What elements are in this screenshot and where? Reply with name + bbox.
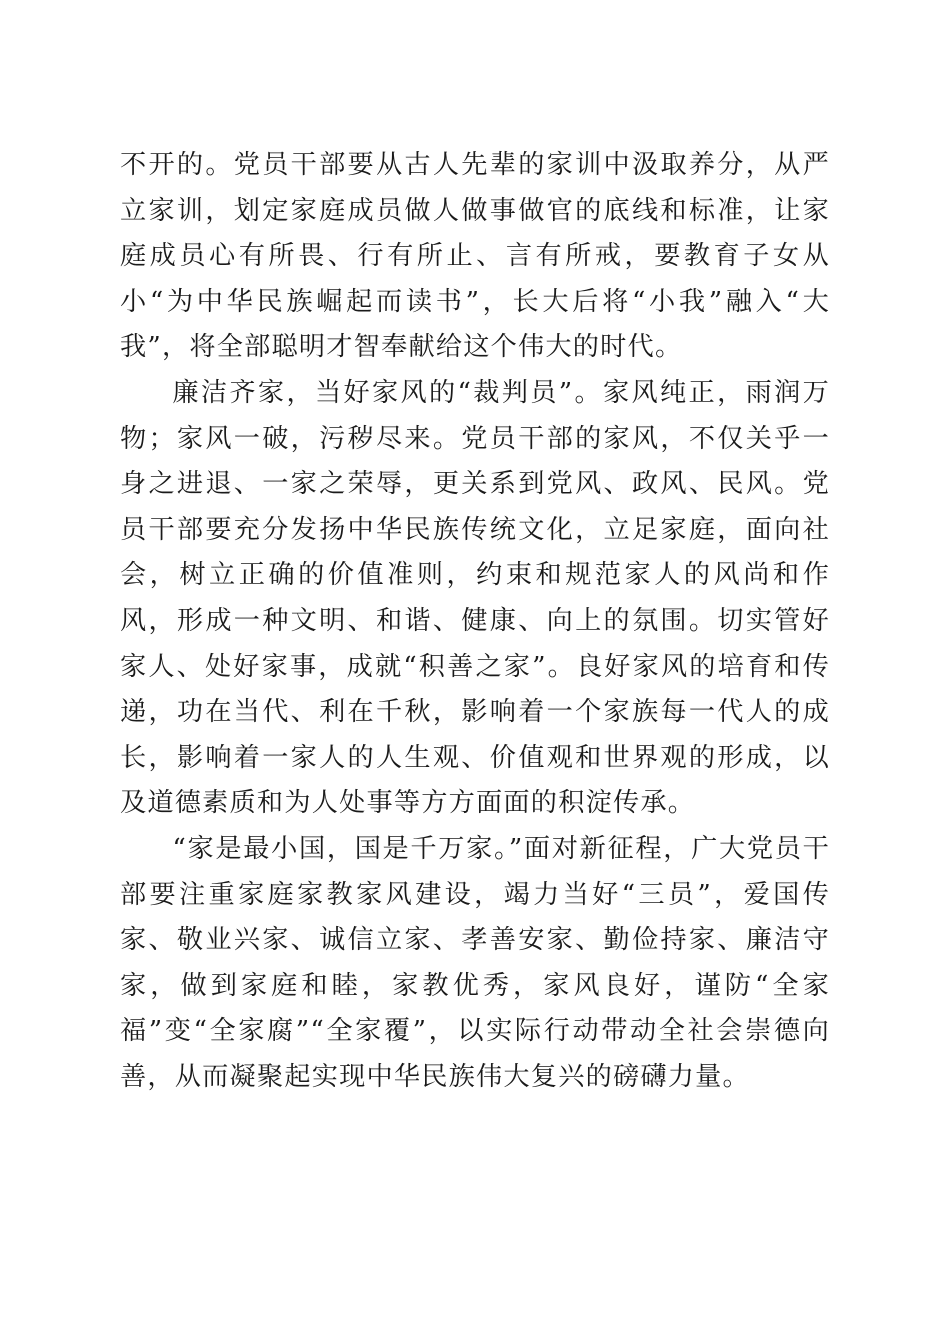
paragraph-2: 廉洁齐家，当好家风的“裁判员”。家风纯正，雨润万物；家风一破，污秽尽来。党员干部的家风，不仅关乎一身之进退、一家之荣辱，更关系到党风、政风、民风。党员干部要充分发扬中华民族传统文化，立足家庭，面向社会，树立正确的价值准则，约束和规范家人的风尚和作风，形成一种文明、和谐、健康、向上的氛围。切实管好家人、处好家事，成就“积善之家”。良好家风的培育和传递，功在当代、利在千秋，影响着一个家族每一代人的成长，影响着一家人的人生观、价值观和世界观的形成，以及道德素质和为人处事等方方面面的积淀传承。	[120, 377, 830, 819]
paragraph-3: “家是最小国，国是千万家。”面对新征程，广大党员干部要注重家庭家教家风建设，竭力当好“三员”，爱国传家、敬业兴家、诚信立家、孝善安家、勤俭持家、廉洁守家，做到家庭和睦，家教优秀，家风良好，谨防“全家福”变“全家腐”“全家覆”，以实际行动带动全社会崇德向善，从而凝聚起实现中华民族伟大复兴的磅礴力量。	[120, 833, 830, 1092]
paragraph-1: 不开的。党员干部要从古人先辈的家训中汲取养分，从严立家训，划定家庭成员做人做事做官的底线和标准，让家庭成员心有所畏、行有所止、言有所戒，要教育子女从小“为中华民族崛起而读书”，长大后将“小我”融入“大我”，将全部聪明才智奉献给这个伟大的时代。	[120, 150, 830, 363]
document-body	[120, 143, 830, 1100]
